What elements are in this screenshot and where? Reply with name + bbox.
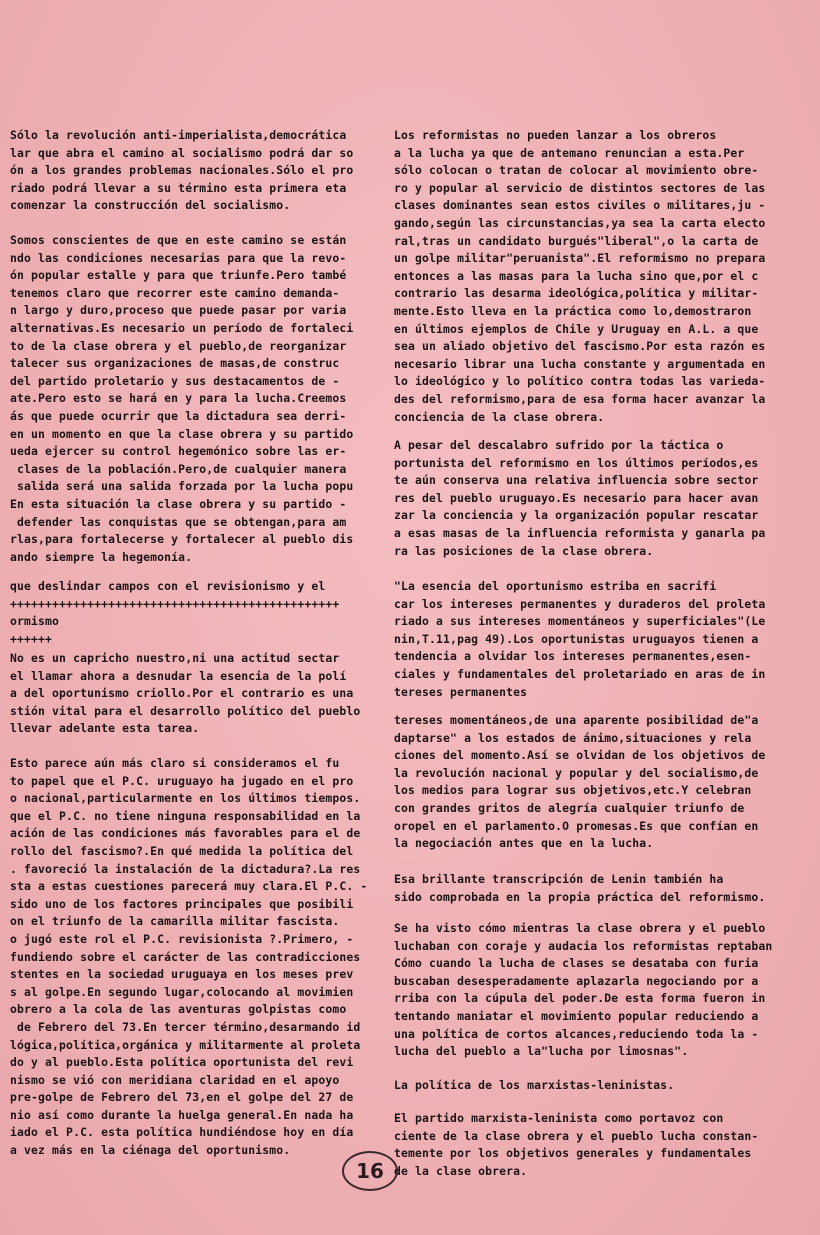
text-line: lar que abra el camino al socialismo podrá dar so: [10, 145, 354, 160]
text-line: ++++++: [10, 631, 53, 646]
text-line: +++++++++++++++++++++++++++++++++++++++++++++++: [10, 596, 340, 611]
text-line: car los intereses permanentes y duraderos del proleta: [394, 596, 766, 611]
paragraph: [394, 127, 765, 426]
text-line: a vez más en la ciénaga del oportunismo.: [10, 1143, 291, 1158]
text-line: tereses permanentes: [394, 684, 528, 699]
right-column: [392, 0, 812, 1235]
text-line: ciones del momento.Así se olvidan de los objetivos de: [394, 748, 766, 763]
text-line: sta a estas cuestiones parecerá muy clara.El P.C. -: [10, 879, 368, 894]
text-line: nismo se vió con meridiana claridad en el apoyo: [10, 1072, 340, 1087]
text-line: o nacional,particularmente en los últimos tiempos.: [10, 791, 361, 806]
text-line: el llamar ahora a desnudar la esencia de la polí: [10, 668, 347, 683]
text-line: n largo y duro,proceso que puede pasar por varia: [10, 303, 347, 318]
text-line: La política de los marxistas-leninistas.: [394, 1078, 675, 1092]
text-line: a esas masas de la influencia reformista y ganarla pa: [394, 525, 766, 540]
text-line: ación de las condiciones más favorables para el de: [10, 826, 361, 841]
text-line: riado podrá llevar a su término esta primera eta: [10, 180, 347, 195]
text-line: ueda ejercer su control hegemónico sobre las er-: [10, 444, 347, 459]
text-line: riado a sus intereses momentáneos y superficiales"(Le: [394, 614, 766, 629]
text-line: Se ha visto cómo mientras la clase obrera y el pueblo: [394, 921, 766, 935]
text-line: de Febrero del 73.En tercer término,desarmando id: [10, 1019, 361, 1034]
text-line: des del reformismo,para de esa forma hacer avanzar la: [394, 391, 766, 406]
text-line: clases de la población.Pero,de cualquier manera: [10, 461, 347, 476]
text-line: El partido marxista-leninista como portavoz con: [394, 1111, 724, 1125]
text-line: Somos conscientes de que en este camino se están: [10, 233, 347, 247]
paragraph: [10, 650, 360, 738]
text-line: sea un aliado objetivo del fascismo.Por esta razón es: [394, 339, 766, 354]
text-line: que deslindar campos con el revisionismo y el: [10, 579, 326, 593]
paragraph: [10, 755, 367, 1160]
text-line: llevar adelante esta tarea.: [10, 721, 200, 736]
text-line: o jugó este rol el P.C. revisionista ?.Primero, -: [10, 931, 354, 946]
text-line: obrero a la cola de las aventuras golpistas como: [10, 1002, 347, 1017]
text-line: ás que puede ocurrir que la dictadura sea derri-: [10, 408, 347, 423]
text-line: zar la conciencia y la organización popular rescatar: [394, 508, 759, 523]
text-line: stentes en la sociedad uruguaya en los meses prev: [10, 967, 354, 982]
text-line: de la clase obrera.: [394, 1163, 528, 1178]
text-line: rlas,para fortalecerse y fortalecer al pueblo dis: [10, 532, 354, 547]
text-line: fundiendo sobre el carácter de las contradicciones: [10, 949, 361, 964]
paragraph: [10, 127, 353, 215]
text-line: En esta situación la clase obrera y su partido -: [10, 496, 347, 511]
paragraph: [394, 1110, 758, 1180]
text-line: alternativas.Es necesario un período de fortaleci: [10, 320, 354, 335]
quotation: [394, 578, 765, 701]
text-line: necesario librar una lucha constante y argumentada en: [394, 356, 766, 371]
text-line: salida será una salida forzada por la lucha popu: [10, 479, 354, 494]
section-heading: [394, 1077, 674, 1095]
text-line: un golpe militar"peruanista".El reformismo no prepara: [394, 251, 766, 266]
text-line: Esto parece aún más claro si consideramos el fu: [10, 756, 340, 770]
text-line: luchaban con coraje y audacia los reformistas reptaban: [394, 938, 773, 953]
text-line: sido uno de los factores principales que posibili: [10, 896, 354, 911]
text-line: en un momento en que la clase obrera y su partido: [10, 426, 354, 441]
text-line: s al golpe.En segundo lugar,colocando al movimien: [10, 984, 354, 999]
text-line: a la lucha ya que de antemano renuncian a esta.Per: [394, 145, 745, 160]
text-line: sido comprobada en la propia práctica del reformismo.: [394, 889, 766, 904]
text-line: a del oportunismo criollo.Por el contrario es una: [10, 686, 354, 701]
text-line: "La esencia del oportunismo estriba en sacrifi: [394, 579, 717, 593]
text-line: en últimos ejemplos de Chile y Uruguay en A.L. a que: [394, 321, 759, 336]
text-line: pre-golpe de Febrero del 73,en el golpe del 27 de: [10, 1090, 354, 1105]
paragraph: [394, 437, 765, 560]
text-line: rollo del fascismo?.En qué medida la política del: [10, 843, 354, 858]
text-line: lo ideológico y lo político contra todas las varieda-: [394, 374, 766, 389]
text-line: una política de cortos alcances,reduciendo toda la -: [394, 1026, 759, 1041]
text-line: do y al pueblo.Esta política oportunista del revi: [10, 1055, 354, 1070]
paragraph: [394, 712, 765, 853]
text-line: on el triunfo de la camarilla militar fascista.: [10, 914, 340, 929]
text-line: que el P.C. no tiene ninguna responsabilidad en la: [10, 808, 361, 823]
text-line: res del pueblo uruguayo.Es necesario para hacer avan: [394, 490, 759, 505]
paragraph: [394, 871, 765, 906]
text-line: ón popular estalle y para que triunfe.Pero també: [10, 268, 347, 283]
text-line: tentando maniatar el movimiento popular reduciendo a: [394, 1008, 759, 1023]
text-line: ral,tras un candidato burgués"liberal",o la carta de: [394, 233, 759, 248]
text-line: ciente de la clase obrera y el pueblo lucha constan-: [394, 1128, 759, 1143]
text-line: te aún conserva una relativa influencia sobre sector: [394, 473, 759, 488]
text-line: ate.Pero esto se hará en y para la lucha.Creemos: [10, 391, 347, 406]
text-line: la revolución nacional y popular y del socialismo,de: [394, 765, 759, 780]
text-line: ón a los grandes problemas nacionales.Sólo el pro: [10, 163, 354, 178]
left-column: [0, 0, 392, 1235]
text-line: nio así como durante la huelga general.En nada ha: [10, 1107, 354, 1122]
text-line: ormismo: [10, 614, 60, 629]
text-line: del partido proletario y sus destacamentos de -: [10, 373, 340, 388]
paragraph: [10, 232, 353, 566]
text-line: lógica,política,orgánica y militarmente al proleta: [10, 1037, 361, 1052]
text-line: to de la clase obrera y el pueblo,de reorganizar: [10, 338, 347, 353]
text-line: contrario las desarma ideológica,política y militar-: [394, 286, 759, 301]
text-line: ando siempre la hegemonía.: [10, 549, 193, 564]
page-number: 16: [342, 1151, 398, 1191]
text-line: buscaban desesperadamente aplazarla negociando por a: [394, 973, 759, 988]
text-line: defender las conquistas que se obtengan,para am: [10, 514, 347, 529]
text-line: talecer sus organizaciones de masas,de construc: [10, 356, 340, 371]
text-line: Sólo la revolución anti-imperialista,democrática: [10, 128, 347, 142]
text-line: stión vital para el desarrollo político del pueblo: [10, 703, 361, 718]
text-line: sólo colocan o tratan de colocar al movimiento obre-: [394, 163, 759, 178]
text-line: clases dominantes sean estos civiles o militares,ju -: [394, 198, 766, 213]
text-line: la negociación antes que en la lucha.: [394, 836, 654, 851]
text-line: to papel que el P.C. uruguayo ha jugado en el pro: [10, 773, 354, 788]
text-line: daptarse" a los estados de ánimo,situaciones y rela: [394, 730, 752, 745]
text-line: portunista del reformismo en los últimos períodos,es: [394, 455, 759, 470]
text-line: ciales y fundamentales del proletariado en aras de in: [394, 666, 766, 681]
text-line: gando,según las circunstancias,ya sea la carta electo: [394, 215, 766, 230]
text-line: Cómo cuando la lucha de clases se desataba con furia: [394, 956, 759, 971]
text-line: tereses momentáneos,de una aparente posibilidad de"a: [394, 713, 759, 727]
text-line: ro y popular al servicio de distintos sectores de las: [394, 180, 766, 195]
text-line: A pesar del descalabro sufrido por la táctica o: [394, 438, 724, 452]
text-line: conciencia de la clase obrera.: [394, 409, 605, 424]
text-line: rriba con la cúpula del poder.De esta forma fueron in: [394, 991, 766, 1006]
text-line: No es un capricho nuestro,ni una actitud sectar: [10, 651, 340, 665]
text-line: lucha del pueblo a la"lucha por limosnas".: [394, 1044, 689, 1059]
text-line: entonces a las masas para la lucha sino que,por el c: [394, 268, 759, 283]
text-line: oropel en el parlamento.O promesas.Es que confían en: [394, 818, 759, 833]
text-line: mente.Esto lleva en la práctica como lo,demostraron: [394, 303, 752, 318]
paragraph: [394, 920, 772, 1061]
text-line: Esa brillante transcripción de Lenin también ha: [394, 872, 724, 886]
text-line: los medios para lograr sus objetivos,etc.Y celebran: [394, 783, 752, 798]
text-line: temente por los objetivos generales y fundamentales: [394, 1146, 752, 1161]
text-line: comenzar la construcción del socialismo.: [10, 198, 291, 213]
text-line: iado el P.C. esta política hundiéndose hoy en día: [10, 1125, 354, 1140]
section-heading: [10, 578, 339, 648]
text-line: ndo las condiciones necesarias para que la revo-: [10, 250, 347, 265]
text-line: Los reformistas no pueden lanzar a los obreros: [394, 128, 717, 142]
text-line: nin,T.11,pag 49).Los oportunistas uruguayos tienen a: [394, 631, 759, 646]
text-line: ra las posiciones de la clase obrera.: [394, 543, 654, 558]
text-line: tenemos claro que recorrer este camino demanda-: [10, 285, 340, 300]
text-line: con grandes gritos de alegría cualquier triunfo de: [394, 800, 745, 815]
text-line: tendencia a olvidar los intereses permanentes,esen-: [394, 649, 752, 664]
text-line: . favoreció la instalación de la dictadura?.La res: [10, 861, 361, 876]
